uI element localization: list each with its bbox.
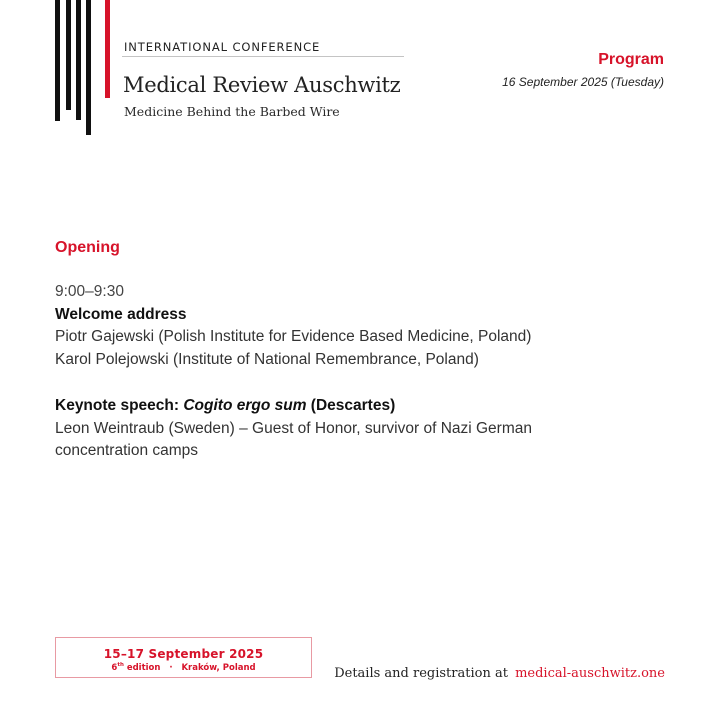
event-edition <box>56 662 311 673</box>
event-dates: 15–17 September 2025 <box>103 647 264 661</box>
conference-label: INTERNATIONAL CONFERENCE <box>124 40 321 54</box>
divider <box>122 56 404 57</box>
logo-bar-4 <box>86 0 91 135</box>
page-title: Medical Review Auschwitz <box>123 73 401 97</box>
edition-label: edition <box>123 662 161 673</box>
logo-bar-1 <box>55 0 60 121</box>
speaker: Karol Polejowski (Institute of National Remembrance, Poland) <box>55 351 479 369</box>
logo-bar-red <box>105 0 110 98</box>
program-label: Program <box>598 51 664 68</box>
page-subtitle: Medicine Behind the Barbed Wire <box>124 104 340 119</box>
keynote-italic: Cogito ergo sum <box>183 396 307 414</box>
registration-info <box>334 666 665 681</box>
program-content <box>55 281 532 463</box>
edition-suffix: th <box>117 662 124 668</box>
keynote-description-cont: concentration camps <box>55 442 199 460</box>
keynote-title <box>55 395 532 418</box>
session-title: Welcome address <box>55 305 187 323</box>
section-title: Opening <box>55 239 120 256</box>
program-date: 16 September 2025 (Tuesday) <box>502 75 664 89</box>
keynote-description: Leon Weintraub (Sweden) – Guest of Honor, survivor of Nazi German <box>55 419 532 437</box>
keynote-suffix: (Descartes) <box>306 396 396 414</box>
event-info-box <box>55 637 312 678</box>
speaker: Piotr Gajewski (Polish Institute for Evidence Based Medicine, Poland) <box>55 328 532 346</box>
logo-bar-3 <box>76 0 81 120</box>
registration-link[interactable]: medical-auschwitz.one <box>515 666 665 681</box>
keynote-prefix: Keynote speech: <box>55 396 184 414</box>
edition-number: 6 <box>111 662 118 673</box>
details-text: Details and registration at <box>334 666 508 681</box>
logo-bar-2 <box>66 0 71 110</box>
event-location: Kraków, Poland <box>181 662 256 673</box>
separator: · <box>169 662 173 673</box>
session-time: 9:00–9:30 <box>55 283 124 300</box>
